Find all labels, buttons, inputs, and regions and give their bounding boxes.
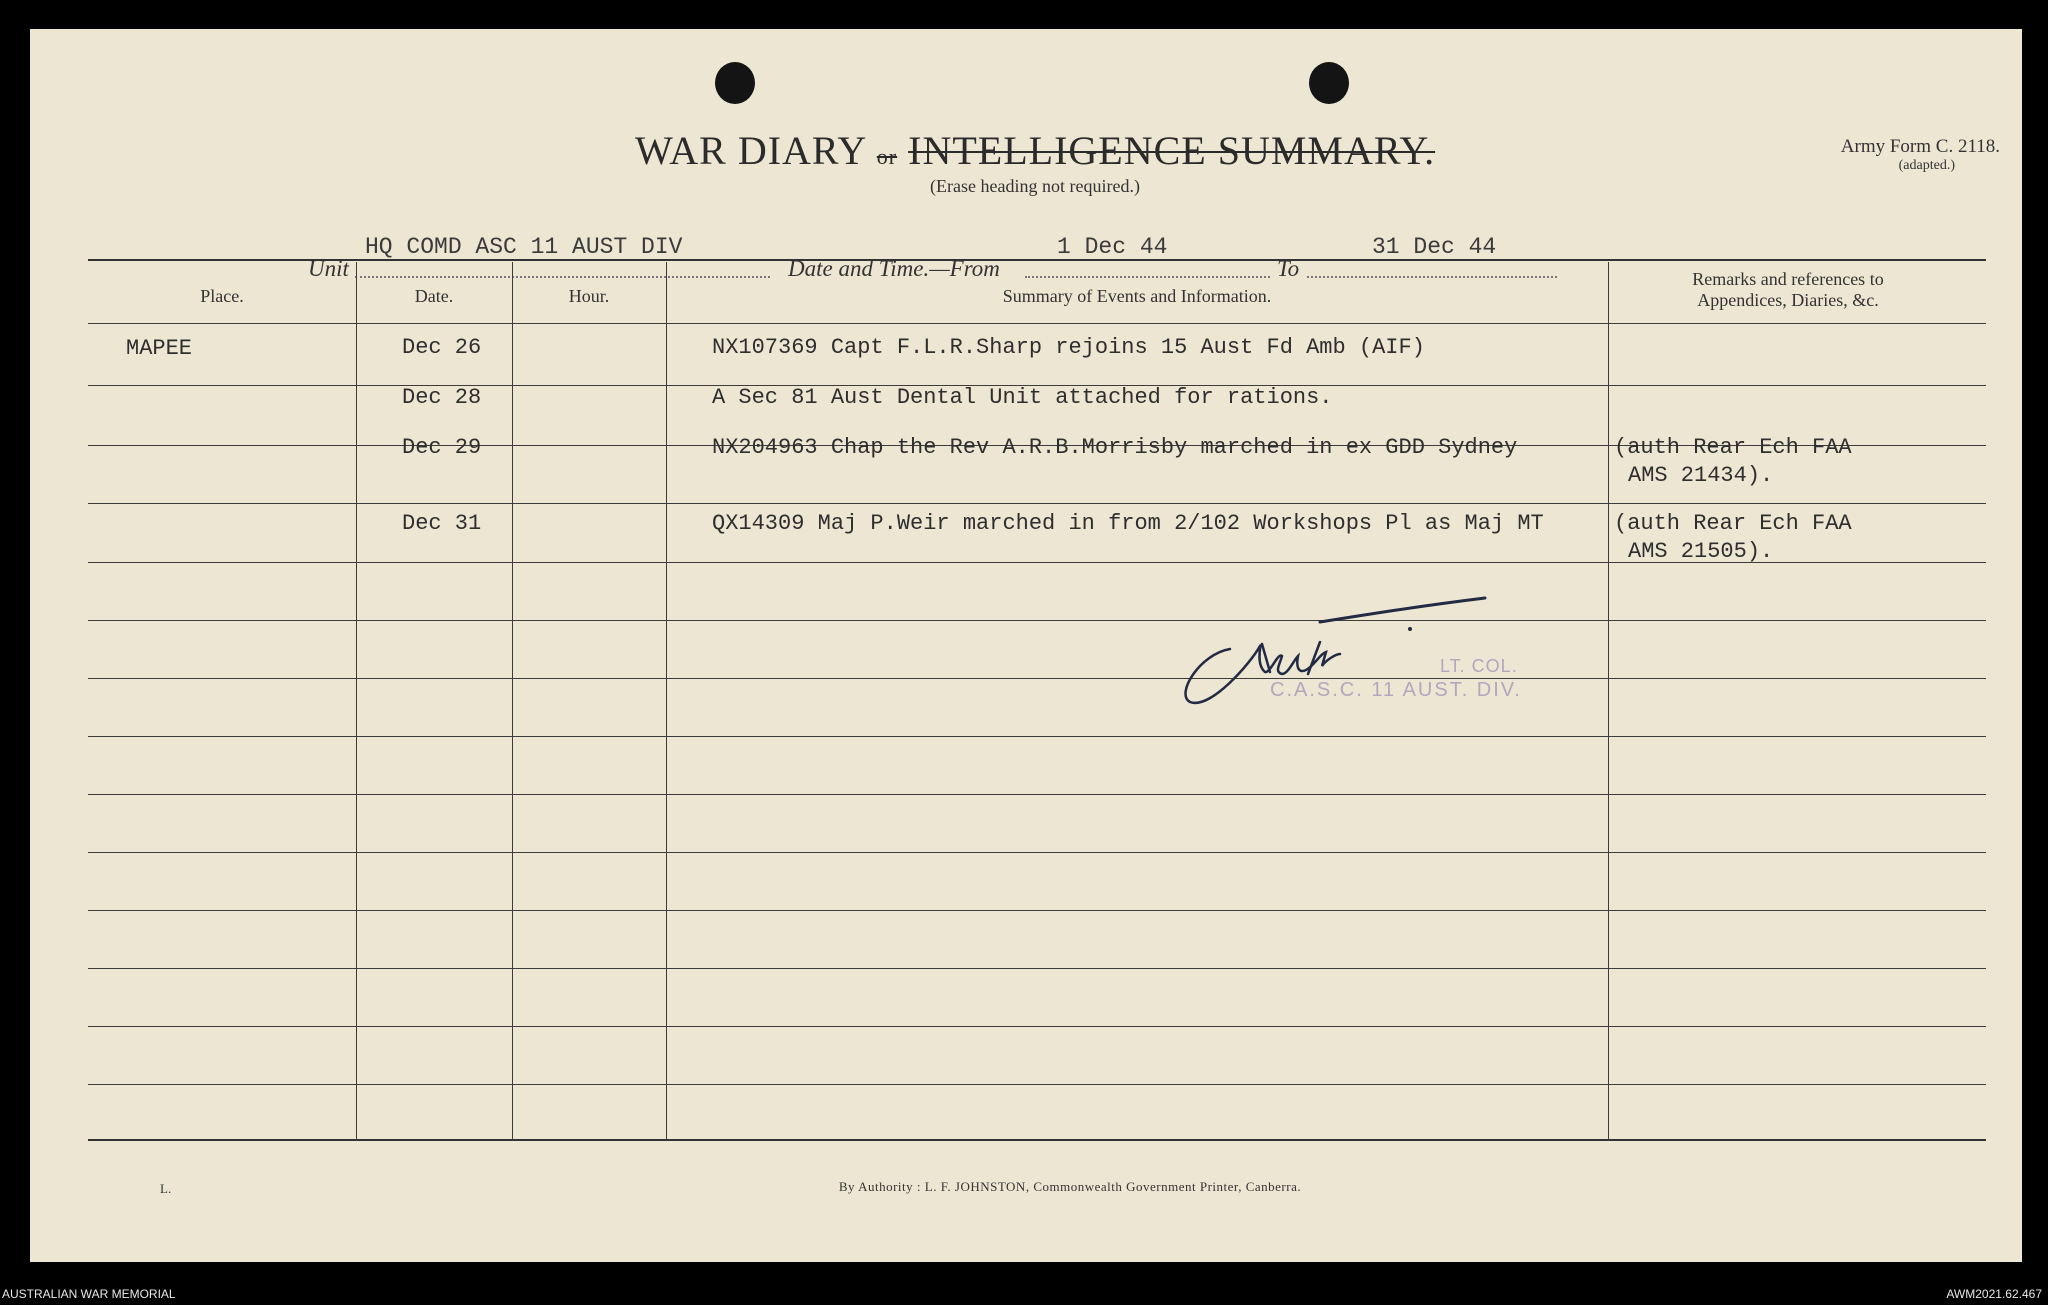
to-date: 31 Dec 44 xyxy=(1372,234,1497,260)
diary-table xyxy=(88,259,1986,1141)
entry-date: Dec 31 xyxy=(402,511,482,536)
entry-summary: QX14309 Maj P.Weir marched in from 2/102 Workshops Pl as Maj MT xyxy=(712,511,1544,536)
diary-page xyxy=(30,29,2022,1262)
col-header-remarks: Remarks and references to Appendices, Diaries, &c. xyxy=(1692,269,1884,310)
archive-caption-left: AUSTRALIAN WAR MEMORIAL xyxy=(2,1287,176,1301)
printer-authority: By Authority : L. F. JOHNSTON, Commonwealth Government Printer, Canberra. xyxy=(838,1179,1302,1194)
entry-date: Dec 29 xyxy=(402,435,482,460)
entry-summary: A Sec 81 Aust Dental Unit attached for rations. xyxy=(712,385,1333,410)
punch-hole-right xyxy=(1309,62,1349,104)
erase-note: (Erase heading not required.) xyxy=(930,176,1140,196)
col-header-place: Place. xyxy=(200,286,244,306)
col-header-date: Date. xyxy=(414,286,454,306)
col-header-summary: Summary of Events and Information. xyxy=(1002,286,1272,306)
rank-stamp: LT. COL. C.A.S.C. 11 AUST. DIV. xyxy=(1270,656,1522,701)
footer-mark: L. xyxy=(160,1181,172,1196)
entry-remarks: (auth Rear Ech FAA xyxy=(1614,435,1852,460)
date-time-label: Date and Time.—From xyxy=(788,256,1000,281)
form-title: WAR DIARY or INTELLIGENCE SUMMARY. xyxy=(634,128,1436,173)
entry-date: Dec 26 xyxy=(402,335,482,360)
archive-caption-right: AWM2021.62.467 xyxy=(1946,1287,2042,1301)
unit-value: HQ COMD ASC 11 AUST DIV xyxy=(365,234,683,260)
col-header-hour: Hour. xyxy=(568,286,610,306)
army-form-number: Army Form C. 2118. (adapted.) xyxy=(1840,136,2000,173)
struck-title: INTELLIGENCE SUMMARY. xyxy=(908,128,1436,173)
entry-remarks-line2: AMS 21505). xyxy=(1628,539,1774,564)
to-label: To xyxy=(1277,256,1300,281)
entry-remarks-line2: AMS 21434). xyxy=(1628,463,1774,488)
entry-remarks: (auth Rear Ech FAA xyxy=(1614,511,1852,536)
entry-date: Dec 28 xyxy=(402,385,482,410)
unit-label: Unit xyxy=(308,256,349,281)
entry-summary: NX204963 Chap the Rev A.R.B.Morrisby marched in ex GDD Sydney xyxy=(712,435,1518,460)
entry-summary: NX107369 Capt F.L.R.Sharp rejoins 15 Aust Fd Amb (AIF) xyxy=(712,335,1425,360)
from-date: 1 Dec 44 xyxy=(1057,234,1168,260)
entry-place: MAPEE xyxy=(126,336,193,361)
form-heading xyxy=(595,127,1475,197)
punch-hole-left xyxy=(715,62,755,104)
